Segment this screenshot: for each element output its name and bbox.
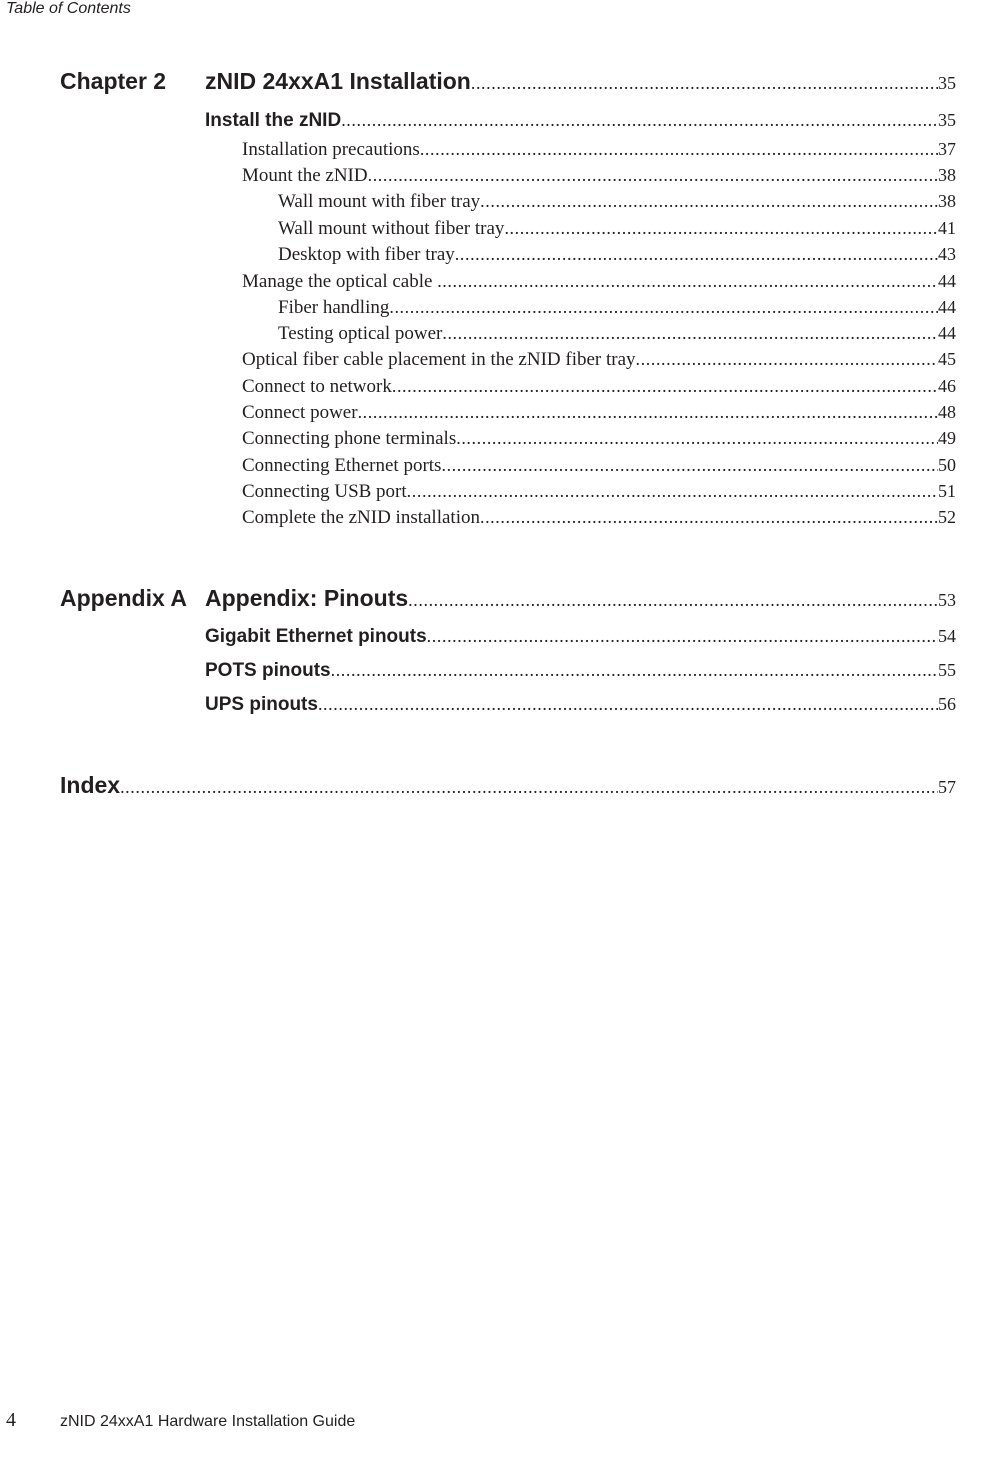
toc-entry-title: Testing optical power (278, 323, 443, 344)
toc-entry-section[interactable] (205, 626, 956, 648)
footer-document-title: zNID 24xxA1 Hardware Installation Guide (60, 1413, 356, 1430)
toc-entry-title: UPS pinouts (205, 694, 318, 715)
toc-entry-chapter-title[interactable] (205, 68, 956, 95)
toc-page-number: 38 (938, 191, 956, 211)
toc-entry-subsection[interactable] (242, 376, 956, 398)
toc-entry-subsection[interactable] (242, 165, 956, 187)
dot-leader (341, 110, 938, 131)
dot-leader (427, 626, 938, 647)
toc-entry-subsection[interactable] (242, 481, 956, 503)
toc-entry-subsection[interactable] (242, 139, 956, 161)
toc-entry-title: Install the zNID (205, 110, 342, 131)
toc-entry-title: Index (60, 772, 121, 798)
dot-leader (120, 777, 938, 798)
dot-leader (437, 271, 938, 292)
toc-entry-appendix-title[interactable] (205, 585, 956, 612)
dot-leader (368, 165, 938, 186)
toc-entry-subsubsection[interactable] (278, 297, 956, 319)
toc-page-number: 44 (938, 297, 956, 317)
dot-leader (456, 428, 938, 449)
toc-page-number: 35 (938, 73, 956, 93)
toc-entry-title: zNID 24xxA1 Installation (205, 68, 471, 94)
toc-page-number: 54 (938, 626, 956, 646)
appendix-label: Appendix A (60, 585, 187, 611)
dot-leader (504, 218, 938, 239)
toc-page-number: 44 (938, 323, 956, 343)
dot-leader (420, 139, 938, 160)
toc-entry-title: Wall mount with fiber tray (278, 191, 481, 212)
toc-entry-title: Connecting Ethernet ports (242, 455, 442, 476)
running-header: Table of Contents (6, 0, 131, 17)
dot-leader (471, 73, 938, 94)
toc-page-number: 51 (938, 481, 956, 501)
toc-entry-section[interactable] (205, 660, 956, 682)
toc-page-number: 38 (938, 165, 956, 185)
dot-leader (389, 297, 938, 318)
toc-entry-title: Complete the zNID installation (242, 507, 480, 528)
toc-page-number: 53 (938, 590, 956, 610)
toc-entry-section[interactable] (205, 110, 956, 132)
chapter-label: Chapter 2 (60, 68, 167, 94)
toc-entry-title: Connect to network (242, 376, 392, 397)
toc-page-number: 56 (938, 694, 956, 714)
dot-leader (392, 376, 938, 397)
toc-page-number: 37 (938, 139, 956, 159)
toc-entry-title: Appendix: Pinouts (205, 585, 409, 611)
dot-leader (407, 481, 938, 502)
toc-page-number: 35 (938, 110, 956, 130)
toc-entry-subsubsection[interactable] (278, 191, 956, 213)
toc-page-number: 45 (938, 349, 956, 369)
toc-page-number: 52 (938, 507, 956, 527)
toc-entry-subsection[interactable] (242, 428, 956, 450)
dot-leader (480, 191, 938, 212)
toc-page-number: 46 (938, 376, 956, 396)
dot-leader (408, 590, 938, 611)
dot-leader (480, 507, 938, 528)
toc-page-number: 50 (938, 455, 956, 475)
toc-page-number: 44 (938, 271, 956, 291)
toc-entry-index[interactable] (60, 772, 956, 799)
toc-entry-title: Optical fiber cable placement in the zNID fiber tray (242, 349, 636, 370)
footer-page-number: 4 (6, 1409, 16, 1431)
toc-page-number: 43 (938, 244, 956, 264)
dot-leader (636, 349, 938, 370)
toc-page-number: 49 (938, 428, 956, 448)
toc-page-number: 57 (938, 777, 956, 797)
toc-entry-subsection[interactable] (242, 271, 956, 293)
toc-entry-title: Fiber handling (278, 297, 390, 318)
toc-entry-subsubsection[interactable] (278, 218, 956, 240)
dot-leader (331, 660, 938, 681)
toc-page-number: 55 (938, 660, 956, 680)
toc-entry-title: Connecting USB port (242, 481, 407, 502)
toc-entry-title: Desktop with fiber tray (278, 244, 455, 265)
toc-entry-title: Wall mount without fiber tray (278, 218, 505, 239)
toc-page-number: 48 (938, 402, 956, 422)
toc-entry-subsection[interactable] (242, 349, 956, 371)
toc-entry-title: Installation precautions (242, 139, 420, 160)
toc-entry-subsection[interactable] (242, 455, 956, 477)
toc-entry-subsubsection[interactable] (278, 323, 956, 345)
toc-entry-title: Connecting phone terminals (242, 428, 457, 449)
toc-entry-title: POTS pinouts (205, 660, 331, 681)
toc-entry-subsection[interactable] (242, 507, 956, 529)
toc-page-number: 41 (938, 218, 956, 238)
toc-entry-title: Mount the zNID (242, 165, 368, 186)
dot-leader (442, 323, 938, 344)
toc-entry-section[interactable] (205, 694, 956, 716)
dot-leader (455, 244, 938, 265)
dot-leader (318, 694, 938, 715)
toc-entry-subsubsection[interactable] (278, 244, 956, 266)
toc-entry-title: Connect power (242, 402, 358, 423)
dot-leader (358, 402, 938, 423)
toc-entry-subsection[interactable] (242, 402, 956, 424)
toc-entry-title: Gigabit Ethernet pinouts (205, 626, 427, 647)
dot-leader (441, 455, 938, 476)
toc-entry-title: Manage the optical cable (242, 271, 438, 292)
